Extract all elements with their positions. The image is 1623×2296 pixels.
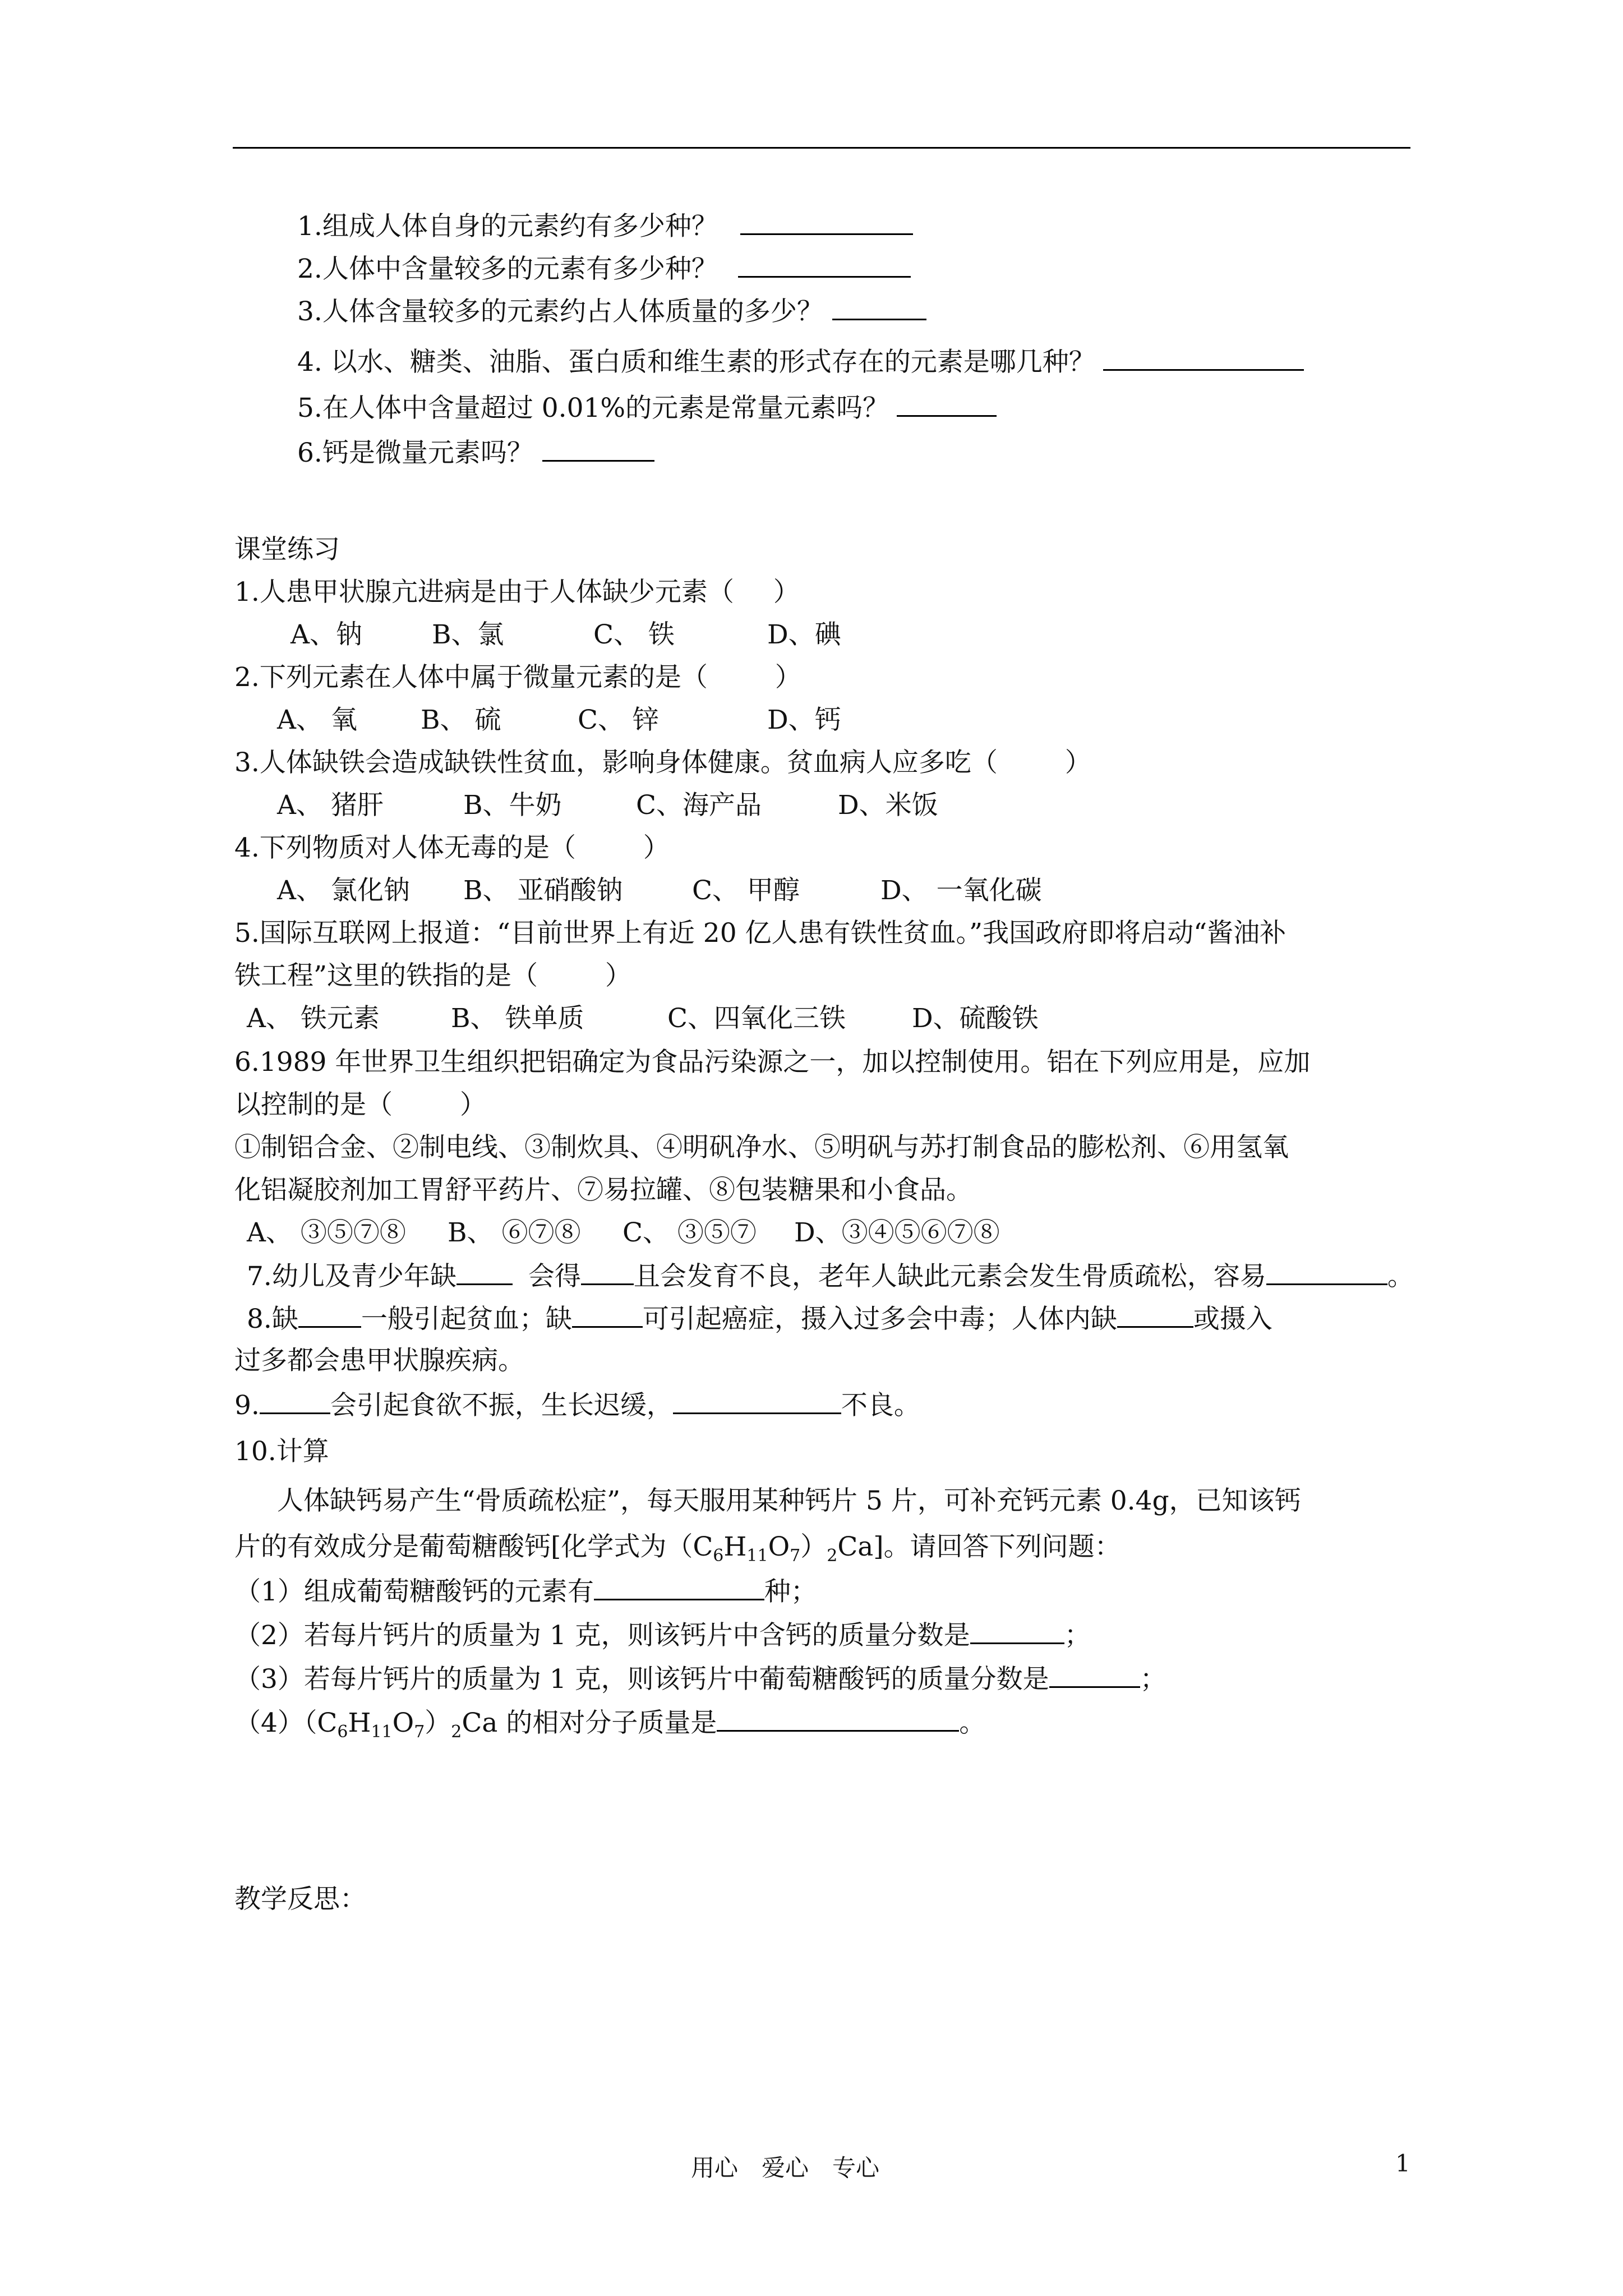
q10-sub-4: $(4)(C_6H_{11}O_7)_2Ca$ 的相对分子质量是 。	[234, 1705, 985, 1740]
question-4: 4. 以水、糖类、油脂、蛋白质和维生素的形式存在的元素是哪几种？	[297, 344, 1304, 379]
q4-option-c: C、 甲醇	[692, 875, 800, 906]
question-3: 3.人体含量较多的元素约占人体质量的多少？	[297, 294, 926, 329]
q3-option-b: B、牛奶	[463, 790, 562, 821]
q10-sub-3: （3）若每片钙片的质量为 1 克，则该钙片中葡萄糖酸钙的质量分数是 ；	[234, 1662, 1166, 1696]
q5-option-c: C、四氧化三铁	[667, 1003, 846, 1034]
answer-blank[interactable]	[832, 294, 926, 320]
q4-option-a: A、 氯化钠	[277, 875, 410, 906]
answer-blank[interactable]	[581, 1259, 634, 1285]
answer-blank[interactable]	[738, 251, 911, 278]
q6-option-d: D、③④⑤⑥⑦⑧	[794, 1217, 1000, 1248]
q6-stem-line1: 6.1989 年世界卫生组织把铝确定为食品污染源之一，加以控制使用。铝在下列应用是，应加	[234, 1047, 1311, 1078]
answer-blank[interactable]	[260, 1388, 330, 1414]
answer-blank[interactable]	[1266, 1259, 1387, 1285]
q1-option-a: A、钠	[291, 619, 362, 650]
q5-option-b: B、 铁单质	[451, 1003, 584, 1034]
q10-intro-line1: 人体缺钙易产生“骨质疏松症”，每天服用某种钙片 5 片，可补充钙元素 0.4g，已知该钙	[277, 1485, 1301, 1516]
q4-option-b: B、 亚硝酸钠	[463, 875, 623, 906]
q2-stem: 2.下列元素在人体中属于微量元素的是（ ）	[234, 662, 801, 693]
q3-option-d: D、米饭	[838, 790, 938, 821]
q5-stem-line1: 5.国际互联网上报道：“目前世界上有近 20 亿人患有铁性贫血。”我国政府即将启动“酱油补	[234, 918, 1287, 949]
q6-option-c: C、 ③⑤⑦	[623, 1217, 757, 1248]
q5-option-d: D、硫酸铁	[912, 1003, 1039, 1034]
header-rule	[233, 147, 1410, 149]
q8-line1: 8.缺 一般引起贫血；缺 可引起癌症，摄入过多会中毒；人体内缺 或摄入	[247, 1301, 1272, 1336]
q6-stem-line2: 以控制的是（ ）	[234, 1089, 486, 1120]
answer-blank[interactable]	[1117, 1301, 1193, 1328]
q10-intro-line2: 片的有效成分是葡萄糖酸钙[化学式为$(C_6H_{11}O_7)_2Ca$]。请回答下列问题：	[234, 1531, 1121, 1566]
answer-blank[interactable]	[897, 390, 997, 417]
q1-option-c: C、 铁	[593, 619, 675, 650]
q6-stem-line3: ①制铝合金、②制电线、③制炊具、④明矾净水、⑤明矾与苏打制食品的膨松剂、⑥用氢氧	[234, 1132, 1289, 1163]
page-number: 1	[1395, 2150, 1410, 2177]
q2-option-c: C、 锌	[578, 705, 659, 735]
question-5: 5.在人体中含量超过 0.01%的元素是常量元素吗？	[297, 390, 997, 425]
q3-stem: 3.人体缺铁会造成缺铁性贫血，影响身体健康。贫血病人应多吃（ ）	[234, 747, 1091, 778]
q10-sub-2: （2）若每片钙片的质量为 1 克，则该钙片中含钙的质量分数是 ；	[234, 1618, 1091, 1653]
answer-blank[interactable]	[740, 209, 913, 235]
answer-blank[interactable]	[717, 1705, 959, 1732]
q10-title: 10.计算	[234, 1436, 329, 1467]
q2-option-d: D、钙	[767, 705, 841, 735]
teaching-reflection: 教学反思：	[234, 1884, 366, 1915]
answer-blank[interactable]	[673, 1388, 841, 1414]
q8-line2: 过多都会患甲状腺疾病。	[234, 1345, 524, 1376]
question-1: 1.组成人体自身的元素约有多少种？	[297, 209, 913, 243]
q4-stem: 4.下列物质对人体无毒的是（ ）	[234, 832, 670, 863]
q3-option-c: C、海产品	[636, 790, 762, 821]
q7-line: 7.幼儿及青少年缺 会得 且会发育不良，老年人缺此元素会发生骨质疏松，容易 。	[247, 1259, 1414, 1294]
answer-blank[interactable]	[1049, 1662, 1140, 1688]
q10-sub-1: （1）组成葡萄糖酸钙的元素有 种；	[234, 1574, 817, 1609]
q1-option-d: D、碘	[767, 619, 841, 650]
q1-stem: 1.人患甲状腺亢进病是由于人体缺少元素（ ）	[234, 577, 800, 608]
q9-line: 9. 会引起食欲不振，生长迟缓， 不良。	[234, 1388, 920, 1423]
q5-option-a: A、 铁元素	[247, 1003, 380, 1034]
q4-option-d: D、 一氧化碳	[880, 875, 1042, 906]
q2-option-b: B、 硫	[421, 705, 501, 735]
answer-blank[interactable]	[594, 1574, 764, 1600]
q5-stem-line2: 铁工程”这里的铁指的是（ ）	[234, 960, 632, 991]
answer-blank[interactable]	[572, 1301, 643, 1328]
q6-option-b: B、 ⑥⑦⑧	[448, 1217, 581, 1248]
question-6: 6.钙是微量元素吗？	[297, 435, 654, 470]
section-title: 课堂练习	[234, 534, 340, 565]
q6-stem-line4: 化铝凝胶剂加工胃舒平药片、⑦易拉罐、⑧包装糖果和小食品。	[234, 1175, 972, 1205]
q1-option-b: B、氯	[432, 619, 504, 650]
answer-blank[interactable]	[1103, 344, 1304, 371]
q2-option-a: A、 氧	[277, 705, 357, 735]
answer-blank[interactable]	[542, 435, 654, 462]
answer-blank[interactable]	[457, 1259, 513, 1285]
answer-blank[interactable]	[298, 1301, 361, 1328]
question-2: 2.人体中含量较多的元素有多少种？	[297, 251, 911, 286]
q3-option-a: A、 猪肝	[277, 790, 384, 821]
q6-option-a: A、 ③⑤⑦⑧	[247, 1217, 406, 1248]
footer-motto: 用心 爱心 专心	[691, 2154, 880, 2182]
answer-blank[interactable]	[970, 1618, 1064, 1644]
